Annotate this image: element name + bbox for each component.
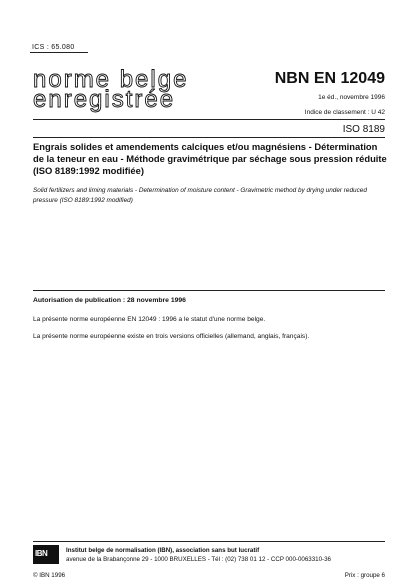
copyright: © IBN 1996 [33, 572, 66, 579]
title-english: Solid fertilizers and liming materials - Determination of moisture content - Gravimetric method by drying under reduced pressure (ISO 8189:1992 modified) [33, 187, 367, 204]
brand-logo [33, 66, 189, 113]
institute-address: avenue de la Brabançonne 29 - 1000 BRUXELLES - Tél : (02) 738 01 12 - CCP 000-0063310-36 [66, 556, 331, 563]
ics-code: ICS : 65.080 [32, 44, 75, 51]
divider-body [33, 290, 385, 291]
logo-line-1: norme belge [33, 66, 189, 93]
iso-reference: ISO 8189 [342, 124, 385, 135]
ibn-logo-text: IBN [35, 549, 48, 558]
ibn-logo [33, 545, 59, 564]
institute-name: Institut belge de normalisation (IBN), association sans but lucratif [66, 547, 260, 554]
price-group: Prix : groupe 6 [344, 572, 385, 579]
title-french: Engrais solides et amendements calciques et/ou magnésiens - Détermination de la teneur en eau - Méthode gravimétrique par séchage sous pression réduite (ISO 8189:1992 modifiée) [33, 141, 387, 176]
standard-number: NBN EN 12049 [274, 70, 385, 87]
logo-line-2: enregistrée [33, 86, 176, 113]
versions-paragraph: La présente norme européenne existe en trois versions officielles (allemand, anglais, français). [33, 333, 310, 340]
edition-date: 1e éd., novembre 1996 [318, 94, 385, 101]
divider-footer [33, 541, 385, 542]
classification-index: Indice de classement : U 42 [304, 109, 385, 116]
divider-top [33, 119, 385, 120]
divider-title [33, 137, 385, 138]
status-paragraph: La présente norme européenne EN 12049 : 1996 a le statut d'une norme belge. [33, 316, 266, 323]
publication-authorization: Autorisation de publication : 28 novembre 1996 [33, 297, 186, 304]
